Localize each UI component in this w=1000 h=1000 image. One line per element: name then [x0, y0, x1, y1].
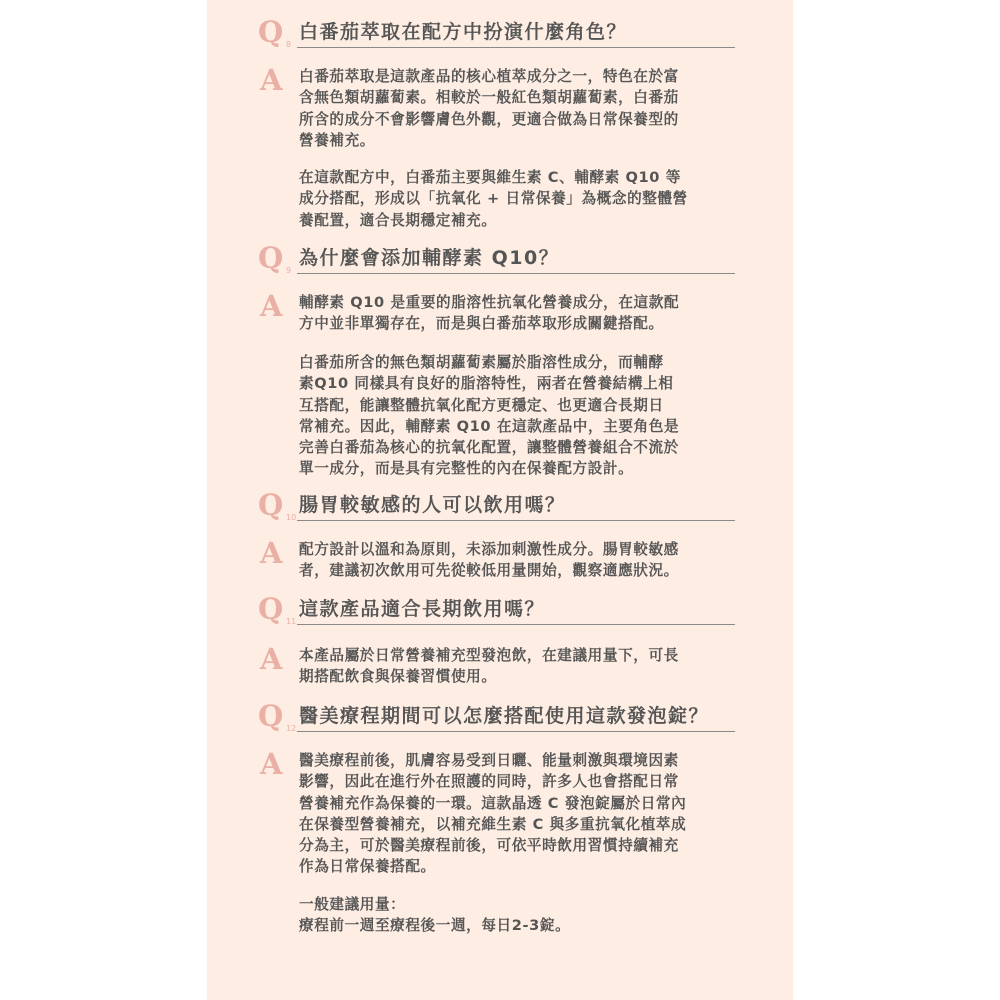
question-title: 白番茄萃取在配方中扮演什麼角色？: [299, 21, 628, 43]
q-mark: Q: [258, 488, 284, 522]
answer-line: 成分搭配，形成以「抗氧化 + 日常保養」為概念的整體營: [299, 190, 688, 208]
question-9: [258, 241, 738, 276]
answer-line: 營養補充。: [299, 131, 375, 149]
q-mark: Q: [258, 699, 284, 733]
question-8: [258, 15, 738, 50]
a-mark: A: [260, 536, 283, 570]
answer-line: 輔酵素 Q10 是重要的脂溶性抗氧化營養成分，在這款配: [299, 294, 680, 311]
answer-line: 完善白番茄為核心的抗氧化配置，讓整體營養組合不流於: [299, 439, 679, 457]
q-mark: Q: [258, 241, 284, 275]
answer-paragraph: [299, 167, 688, 231]
answer-line: 白番茄萃取是這款產品的核心植萃成分之一，特色在於富: [299, 68, 679, 85]
answer-paragraph: [299, 645, 679, 688]
answer-paragraph: [299, 66, 679, 151]
q-mark: Q: [258, 592, 284, 626]
divider: [297, 731, 735, 732]
answer-line: 分為主，可於醫美療程前後，可依平時飲用習慣持續補充: [299, 837, 679, 855]
answer-line: 白番茄所含的無色類胡蘿蔔素屬於脂溶性成分，而輔酵: [299, 354, 664, 371]
answer-line: 配方設計以溫和為原則，未添加刺激性成分。腸胃較敏感: [299, 541, 679, 558]
answer-paragraph: [299, 539, 679, 582]
answer-line: 期搭配飲食與保養習慣使用。: [299, 668, 497, 686]
answer-line: 常補充。因此，輔酵素 Q10 在這款產品中，主要角色是: [299, 417, 680, 435]
question-number: 10: [286, 513, 297, 522]
a-mark: A: [260, 289, 283, 323]
answer-paragraph: [299, 750, 686, 878]
q-mark: Q: [258, 15, 284, 49]
question-number: 12: [286, 724, 297, 733]
divider: [297, 47, 735, 48]
answer-line: 互搭配，能讓整體抗氧化配方更穩定、也更適合長期日: [299, 396, 664, 414]
answer-line: 者，建議初次飲用可先從較低用量開始，觀察適應狀況。: [299, 562, 679, 580]
answer-paragraph: [299, 292, 679, 335]
answer-line: 營養補充作為保養的一環。這款晶透 C 發泡錠屬於日常內: [299, 794, 687, 812]
a-mark: A: [260, 63, 283, 97]
a-mark: A: [260, 747, 283, 781]
divider: [297, 520, 735, 521]
question-title: 這款產品適合長期飲用嗎？: [299, 598, 546, 620]
answer-line: 影響，因此在進行外在照護的同時，許多人也會搭配日常: [299, 773, 679, 791]
answer-line: 在這款配方中，白番茄主要與維生素 C、輔酵素 Q10 等: [299, 169, 681, 186]
answer-line: 素Q10 同樣具有良好的脂溶特性，兩者在營養結構上相: [299, 375, 674, 393]
answer-line: 含無色類胡蘿蔔素。相較於一般紅色類胡蘿蔔素，白番茄: [299, 89, 679, 107]
question-title: 為什麼會添加輔酵素 Q10？: [299, 247, 560, 269]
a-mark: A: [260, 642, 283, 676]
answer-line: 單一成分，而是具有完整性的內在保養配方設計。: [299, 460, 634, 478]
answer-line: 作為日常保養搭配。: [299, 858, 436, 876]
question-number: 11: [286, 617, 297, 626]
answer-paragraph: [299, 352, 679, 480]
question-number: 8: [286, 40, 292, 49]
answer-line: 一般建議用量：: [299, 896, 406, 913]
answer-line: 方中並非單獨存在，而是與白番茄萃取形成關鍵搭配。: [299, 315, 664, 333]
question-11: [258, 592, 738, 627]
answer-line: 所含的成分不會影響膚色外觀，更適合做為日常保養型的: [299, 110, 679, 128]
question-10: [258, 488, 738, 523]
answer-line: 養配置，適合長期穩定補充。: [299, 211, 497, 229]
question-12: [258, 699, 738, 734]
question-number: 9: [286, 266, 292, 275]
question-title: 醫美療程期間可以怎麼搭配使用這款發泡錠？: [299, 705, 710, 727]
answer-paragraph: [299, 894, 570, 937]
question-title: 腸胃較敏感的人可以飲用嗎？: [299, 494, 566, 516]
answer-line: 在保養型營養補充，以補充維生素 C 與多重抗氧化植萃成: [299, 815, 687, 833]
answer-line: 療程前一週至療程後一週，每日2-3錠。: [299, 917, 571, 935]
divider: [297, 273, 735, 274]
answer-line: 醫美療程前後，肌膚容易受到日曬、能量刺激與環境因素: [299, 752, 679, 769]
divider: [297, 624, 735, 625]
answer-line: 本產品屬於日常營養補充型發泡飲，在建議用量下，可長: [299, 647, 679, 664]
